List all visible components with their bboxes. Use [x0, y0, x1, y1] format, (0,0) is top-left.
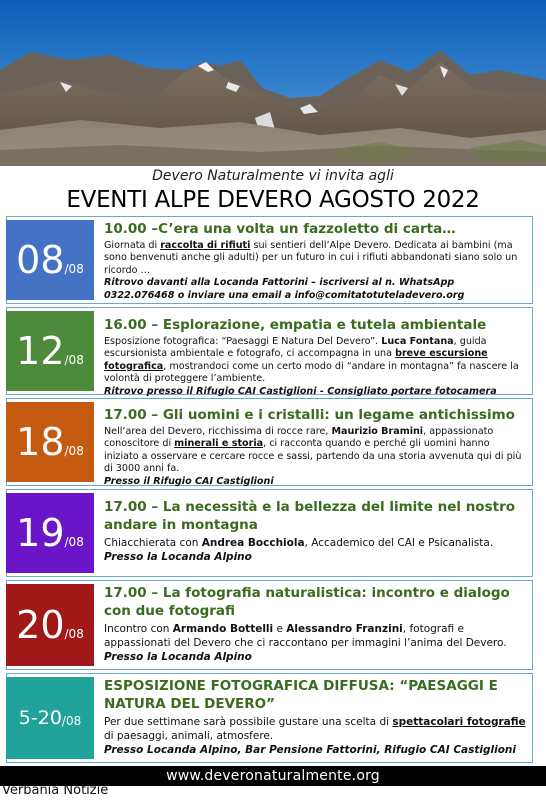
text-highlight: spettacolari fotografie [392, 716, 526, 728]
date-badge [6, 493, 94, 573]
mountain-hero-image [0, 0, 546, 166]
event-content [104, 584, 526, 664]
date-day: 5-20 [18, 707, 62, 729]
date-badge [6, 584, 94, 666]
event-title: ESPOSIZIONE FOTOGRAFICA DIFFUSA: “PAESAGGI E NATURA DEL DEVERO” [104, 678, 498, 712]
event-title: 17.00 – Gli uomini e i cristalli: un legame antichissimo [104, 407, 515, 423]
date-badge [6, 677, 94, 759]
date-month: /08 [61, 714, 82, 728]
text-part: , ci racconta quando e perché gli uomini hanno iniziato a osservare e cercare rocce e sassi, partendo da una storia avvenuta qui di più di 3000 anni fa. [104, 438, 522, 475]
text-part: , appassionato conoscitore di [104, 426, 494, 450]
text-highlight: Alessandro Franzini [286, 623, 403, 635]
event-description [104, 240, 526, 302]
text-part: Esposizione fotografica: “Paesaggi E Natura Del Devero”. [104, 336, 382, 347]
date-badge [6, 402, 94, 482]
event-content [104, 316, 526, 398]
event-content [104, 498, 526, 564]
website-url[interactable]: www.deveronaturalmente.org [166, 768, 380, 784]
date-day: 12 [16, 329, 65, 373]
date-day: 20 [16, 603, 65, 647]
text-part: Per due settimane sarà possibile gustare una scelta di [104, 716, 393, 728]
event-location: Presso la Locanda Alpino [104, 551, 252, 563]
date-day: 08 [16, 238, 65, 282]
text-part: , guida escursionista ambientale e fotografo, ci accompagna in una [104, 336, 487, 360]
text-part: sui sentieri dell’Alpe Devero. Dedicata ai bambini (ma sono benvenuti anche gli adulti) per un futuro in cui i rifiuti abbandonati siano solo un ricordo … [104, 240, 518, 276]
event-location: Presso il Rifugio CAI Castiglioni [104, 475, 274, 487]
event-description [104, 426, 526, 488]
date-month: /08 [64, 627, 84, 641]
text-part: Giornata di [104, 240, 161, 251]
text-part: e [273, 623, 287, 635]
event-location: Presso Locanda Alpino, Bar Pensione Fattorini, Rifugio CAI Castiglioni [104, 744, 516, 756]
source-watermark: Verbania Notizie [2, 783, 109, 798]
text-highlight: breve escursione fotografica [104, 348, 488, 372]
event-title: 17.00 – La necessità e la bellezza del limite nel nostro andare in montagna [104, 499, 516, 533]
event-location: Ritrovo presso il Rifugio CAI Castiglioni - Consigliato portare fotocamera [104, 385, 497, 397]
event-title: 16.00 – Esplorazione, empatia e tutela ambientale [104, 317, 487, 333]
text-highlight: Armando Bottelli [172, 623, 274, 635]
text-part: Nell’area del Devero, ricchissima di rocce rare, [104, 426, 332, 437]
event-content [104, 677, 526, 757]
text-highlight: raccolta di rifiuti [160, 240, 251, 251]
date-badge [6, 311, 94, 391]
date-month: /08 [64, 262, 84, 276]
event-title: 10.00 –C’era una volta un fazzoletto di carta… [104, 221, 456, 237]
event-location: Presso la Locanda Alpino [104, 651, 252, 663]
date-month: /08 [64, 444, 84, 458]
event-location: Ritrovo davanti alla Locanda Fattorini – iscriversi al n. WhatsApp 0322.076468 o inviare una email a info@comitatotuteladevero.org [104, 277, 465, 301]
event-description [104, 622, 526, 664]
page-title: EVENTI ALPE DEVERO AGOSTO 2022 [66, 187, 480, 213]
date-month: /08 [64, 353, 84, 367]
text-highlight: Luca Fontana [381, 336, 454, 347]
text-highlight: minerali e storia [174, 438, 264, 450]
text-part: , fotografi e appassionati del Devero che ci raccontano per immagini l’anima del Devero. [104, 623, 507, 649]
event-description [104, 336, 526, 398]
text-part: , mostrandoci come un certo modo di “andare in montagna” fa nascere la volontà di proteggere l’ambiente. [104, 360, 519, 385]
date-month: /08 [64, 535, 84, 549]
date-badge [6, 220, 94, 300]
event-content [104, 406, 526, 488]
event-description [104, 536, 526, 564]
text-part: Chiacchierata con [104, 537, 202, 549]
text-highlight: Andrea Bocchiola [201, 537, 305, 549]
date-day: 19 [16, 511, 65, 555]
text-highlight: Maurizio Bramini [331, 426, 424, 437]
text-part: di paesaggi, animali, atmosfere. [104, 730, 274, 742]
text-part: , Accademico del CAI e Psicanalista. [304, 537, 494, 549]
invite-line: Devero Naturalmente vi invita agli [152, 168, 394, 184]
date-day: 18 [16, 420, 65, 464]
text-part: Incontro con [104, 623, 173, 635]
event-content [104, 220, 526, 302]
event-title: 17.00 – La fotografia naturalistica: incontro e dialogo con due fotografi [104, 585, 510, 619]
event-description [104, 715, 526, 757]
